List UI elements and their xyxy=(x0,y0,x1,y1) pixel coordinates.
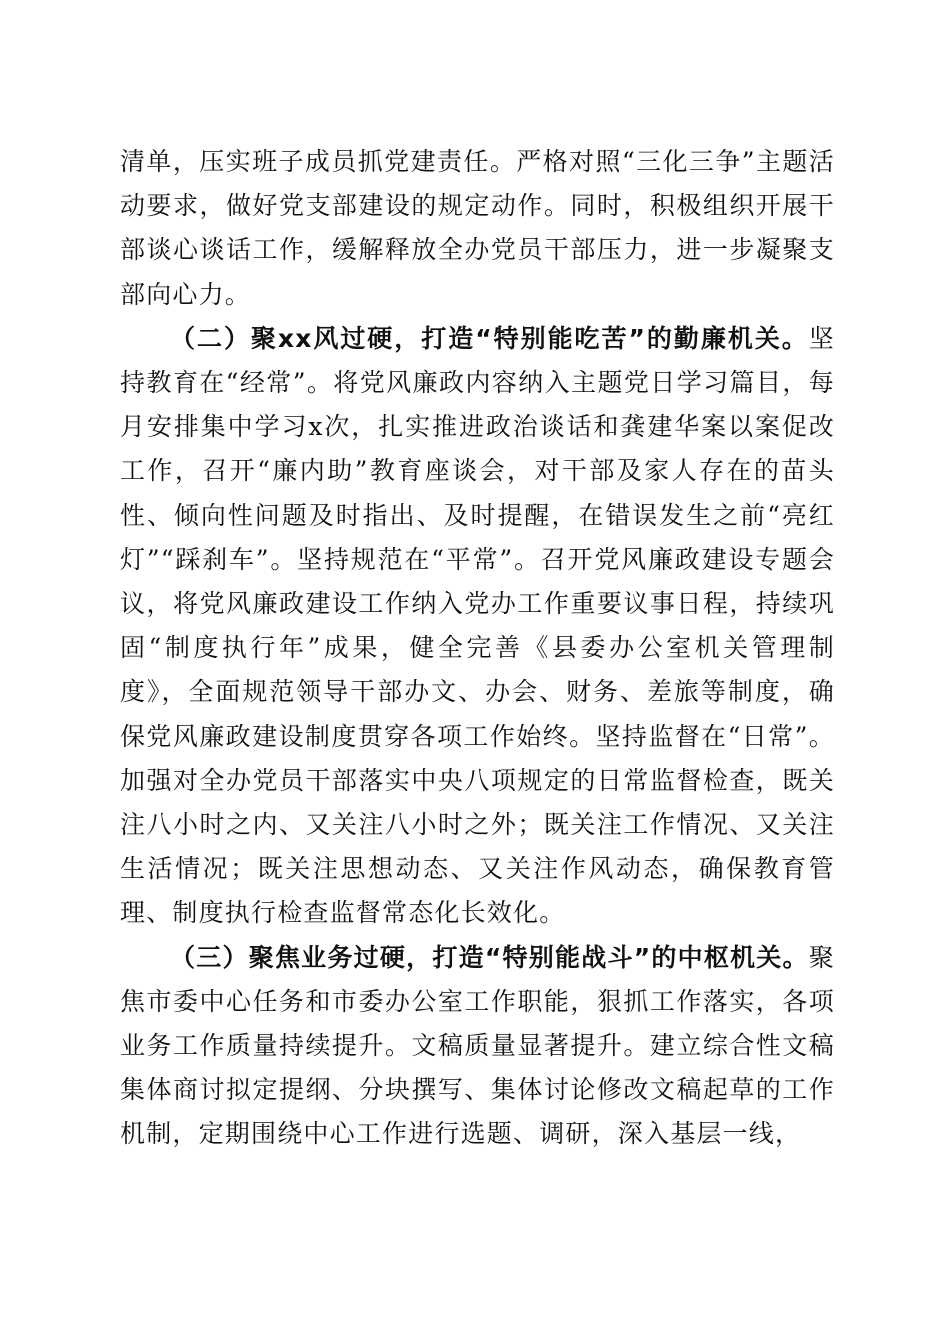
paragraph-section-2 xyxy=(120,317,835,936)
section-heading: （二）聚xx风过硬，打造“特别能吃苦”的勤廉机关。 xyxy=(170,323,809,353)
section-heading: （三）聚焦业务过硬，打造“特别能战斗”的中枢机关。 xyxy=(170,942,809,972)
paragraph-text: 聚焦市委中心任务和市委办公室工作职能，狠抓工作落实，各项业务工作质量持续提升。文稿质量显著提升。建立综合性文稿集体商讨拟定提纲、分块撰写、集体讨论修改文稿起草的工作机制，定期围绕中心工作进行选题、调研，深入基层一线， xyxy=(120,942,835,1149)
paragraph-text: 清单，压实班子成员抓党建责任。严格对照“三化三争”主题活动要求，做好党支部建设的规定动作。同时，积极组织开展干部谈心谈话工作，缓解释放全办党员干部压力，进一步凝聚支部向心力。 xyxy=(120,147,835,309)
paragraph-section-3 xyxy=(120,936,835,1157)
paragraph-text: 坚持教育在“经常”。将党风廉政内容纳入主题党日学习篇目，每月安排集中学习x次，扎实推进政治谈话和龚建华案以案促改工作，召开“廉内助”教育座谈会，对干部及家人存在的苗头性、倾向性问题及时指出、及时提醒，在错误发生之前“亮红灯”“踩刹车”。坚持规范在“平常”。召开党风廉政建设专题会议，将党风廉政建设工作纳入党办工作重要议事日程，持续巩固“制度执行年”成果，健全完善《县委办公室机关管理制度》，全面规范领导干部办文、办会、财务、差旅等制度，确保党风廉政建设制度贯穿各项工作始终。坚持监督在“日常”。加强对全办党员干部落实中央八项规定的日常监督检查，既关注八小时之内、又关注八小时之外；既关注工作情况、又关注生活情况；既关注思想动态、又关注作风动态，确保教育管理、制度执行检查监督常态化长效化。 xyxy=(120,323,835,928)
paragraph-continued xyxy=(120,140,835,317)
document-body xyxy=(120,140,835,1157)
